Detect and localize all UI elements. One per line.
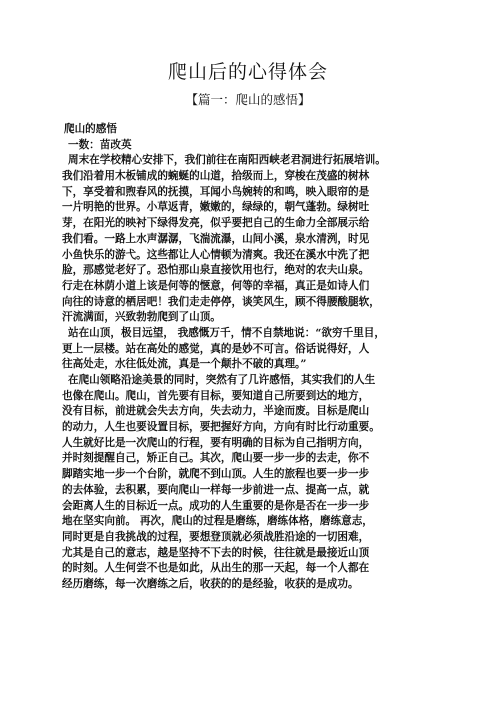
document-title: 爬山后的心得体会 xyxy=(167,61,328,83)
document-subtitle: 【篇一：爬山的感悟】 xyxy=(185,92,311,107)
paragraph-line: 向往的诗意的栖居吧！我们走走停停，谈笑风生，顾不得腰酸腿软， xyxy=(62,295,380,308)
paragraph-line: 一片明艳的世界。小草返青，嫩嫩的，绿绿的，朝气蓬勃。绿树吐 xyxy=(62,201,370,214)
paragraph-line: 脸，那感觉老好了。恐怕那山泉直接饮用也行，绝对的农夫山泉。 xyxy=(62,264,370,277)
paragraph-line: 下，享受着和煦春风的抚摸，耳闻小鸟婉转的和鸣，映入眼帘的是 xyxy=(62,185,370,198)
paragraph-line: 更上一层楼。站在高处的感觉，真的是妙不可言。俗话说得好，人 xyxy=(62,342,370,355)
paragraph-line: 小鱼快乐的游弋。这些都让人心情顿为清爽。我还在溪水中洗了把 xyxy=(62,248,370,261)
paragraph-line: 的时刻。人生何尝不也是如此，从出生的那一天起，每一个人都在 xyxy=(62,562,370,575)
paragraph-line: 并时刻提醒自己，矫正自己。其次，爬山要一步一步的去走，你不 xyxy=(62,452,370,465)
paragraph-line: 人生就好比是一次爬山的行程，要有明确的目标为自己指明方向， xyxy=(62,436,370,449)
paragraph-line: 经历磨练，每一次磨练之后，收获的的是经验，收获的是成功。 xyxy=(62,577,359,590)
paragraph-line: 的去体验，去积累，要向爬山一样每一步前进一点、提高一点，就 xyxy=(62,483,370,496)
paragraph-line: 脚踏实地一步一个台阶，就爬不到山顶。人生的旅程也要一步一步 xyxy=(62,468,370,481)
paragraph-line: 往高处走，水往低处流，真是一个颠扑不破的真理。” xyxy=(62,358,307,371)
paragraph-line: 芽，在阳光的映衬下绿得发亮，似乎要把自己的生命力全部展示给 xyxy=(62,217,370,230)
paragraph-line: 尤其是自己的意志，越是坚持不下去的时候，往往就是最接近山顶 xyxy=(62,546,370,559)
paragraph-line: 在爬山领略沿途美景的同时，突然有了几许感悟，其实我们的人生 xyxy=(68,374,376,386)
paragraph-line: 也像在爬山。爬山，首先要有目标，要知道自己所要到达的地方， xyxy=(62,389,370,402)
paragraph-line: 我们沿着用木板铺成的蜿蜒的山道，拾级而上，穿梭在茂盛的树林 xyxy=(62,170,370,183)
paragraph-line: 会距离人生的目标近一点。成功的人生重要的是你是否在一步一步 xyxy=(62,499,370,512)
author-line: 一数：苗改英 xyxy=(68,138,132,151)
paragraph-line: 地在坚实向前。 再次，爬山的过程是磨练，磨练体格，磨练意志， xyxy=(62,515,373,528)
paragraph-line: 同时更是自我挑战的过程，要想登顶就必须战胜沿途的一切困难， xyxy=(62,530,370,543)
paragraph-line: 我们看。一路上水声潺潺，飞湍流瀑，山间小溪，泉水清洌，时见 xyxy=(62,232,370,245)
paragraph-line: 周末在学校精心安排下，我们前往在南阳西峡老君洞进行拓展培训。 xyxy=(68,154,386,167)
paragraph-line: 站在山顶，极目远望， 我感慨万千，情不自禁地说：“欲穷千里目， xyxy=(68,326,385,339)
paragraph-line: 没有目标，前进就会失去方向，失去动力，半途而废。目标是爬山 xyxy=(62,405,370,418)
document-body xyxy=(62,122,442,593)
paragraph-line: 汗流满面，兴致勃勃爬到了山顶。 xyxy=(62,311,221,324)
body-heading: 爬山的感悟 xyxy=(64,123,117,135)
paragraph-line: 行走在林荫小道上该是何等的惬意，何等的幸福，真正是如诗人们 xyxy=(62,279,370,292)
paragraph-line: 的动力，人生也要设置目标，要把握好方向，方向有时比行动重要。 xyxy=(62,421,380,434)
